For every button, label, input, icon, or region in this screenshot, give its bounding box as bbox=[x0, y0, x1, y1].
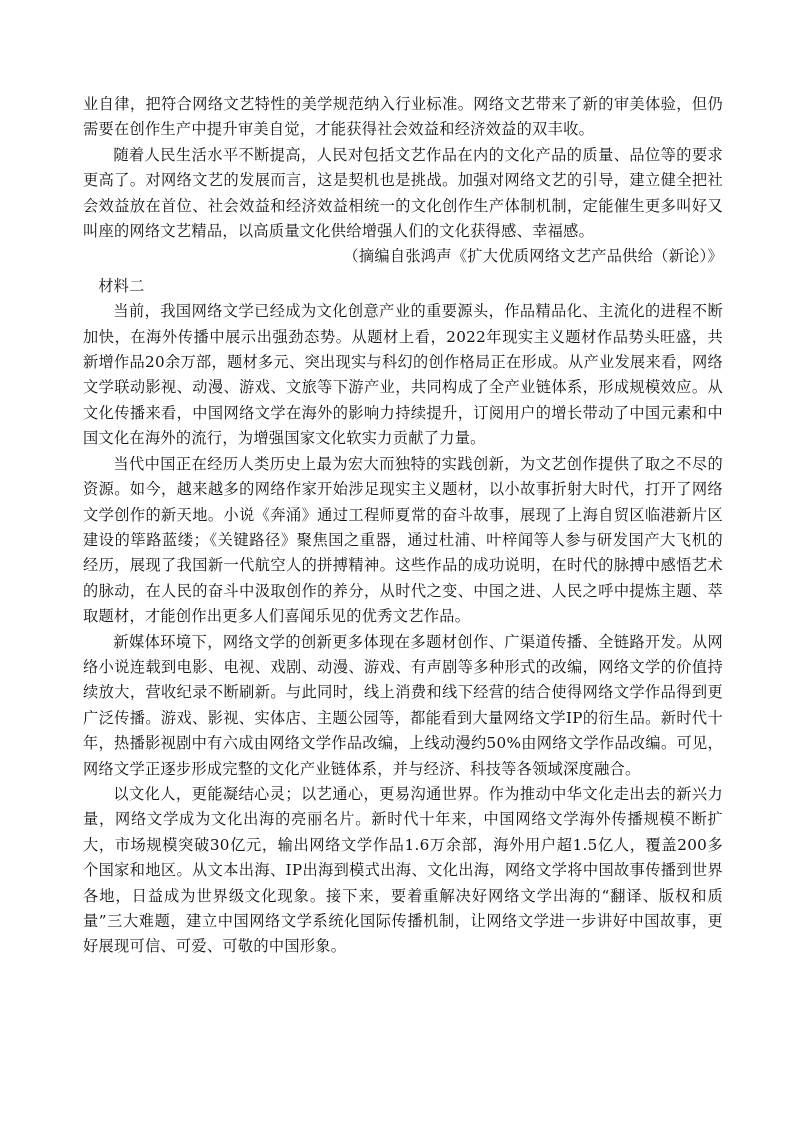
material1-paragraph-2: 随着人民生活水平不断提高，人民对包括文艺作品在内的文化产品的质量、品位等的要求更高了。对网络文艺的发展而言，这是契机也是挑战。加强对网络文艺的引导，建立健全把社会效益放在首位、社会效益和经济效益相统一的文化创作生产体制机制，定能催生更多叫好又叫座的网络文艺精品，以高质量文化供给增强人们的文化获得感、幸福感。 bbox=[83, 145, 723, 241]
material2-paragraph-1: 当前，我国网络文学已经成为文化创意产业的重要源头，作品精品化、主流化的进程不断加快，在海外传播中展示出强劲态势。从题材上看，2022年现实主义题材作品势头旺盛，共新增作品20余万部，题材多元、突出现实与科幻的创作格局正在形成。从产业发展来看，网络文学联动影视、动漫、游戏、文旅等下游产业，共同构成了全产业链体系，形成规模效应。从文化传播来看，中国网络文学在海外的影响力持续提升，订阅用户的增长带动了中国元素和中国文化在海外的流行，为增强国家文化软实力贡献了力量。 bbox=[83, 302, 723, 448]
material2-paragraph-2: 当代中国正在经历人类历史上最为宏大而独特的实践创新，为文艺创作提供了取之不尽的资源。如今，越来越多的网络作家开始涉足现实主义题材，以小故事折射大时代，打开了网络文学创作的新天地。小说《奔涌》通过工程师夏常的奋斗故事，展现了上海自贸区临港新片区建设的筚路蓝缕；《关键路径》聚焦国之重器，通过杜浦、叶梓闻等人参与研发国产大飞机的经历，展现了我国新一代航空人的拼搏精神。这些作品的成功说明，在时代的脉搏中感悟艺术的脉动，在人民的奋斗中汲取创作的养分，从时代之变、中国之进、人民之呼中提炼主题、萃取题材，才能创作出更多人们喜闻乐见的优秀文艺作品。 bbox=[83, 454, 723, 626]
material2-paragraph-4: 以文化人，更能凝结心灵；以艺通心，更易沟通世界。作为推动中华文化走出去的新兴力量，网络文学成为文化出海的亮丽名片。新时代十年来，中国网络文学海外传播规模不断扩大，市场规模突破30亿元，输出网络文学作品1.6万余部，海外用户超1.5亿人，覆盖200多个国家和地区。从文本出海、IP出海到模式出海、文化出海，网络文学将中国故事传播到世界各地，日益成为世界级文化现象。接下来，要着重解决好网络文学出海的“翻译、版权和质量”三大难题，建立中国网络文学系统化国际传播机制，让网络文学进一步讲好中国故事，更好展现可信、可爱、可敬的中国形象。 bbox=[83, 784, 723, 956]
material2-paragraph-3: 新媒体环境下，网络文学的创新更多体现在多题材创作、广渠道传播、全链路开发。从网络小说连载到电影、电视、戏剧、动漫、游戏、有声剧等多种形式的改编，网络文学的价值持续放大，营收纪录不断刷新。与此同时，线上消费和线下经营的结合使得网络文学作品得到更广泛传播。游戏、影视、实体店、主题公园等，都能看到大量网络文学IP的衍生品。新时代十年，热播影视剧中有六成由网络文学作品改编，上线动漫约50%由网络文学作品改编。可见，网络文学正逐步形成完整的文化产业链体系，并与经济、科技等各领域深度融合。 bbox=[83, 632, 723, 778]
material1-paragraph-continuation: 业自律，把符合网络文艺特性的美学规范纳入行业标准。网络文艺带来了新的审美体验，但仍需要在创作生产中提升审美自觉，才能获得社会效益和经济效益的双丰收。 bbox=[83, 95, 723, 139]
material1-source-citation: （摘编自张鸿声《扩大优质网络文艺产品供给（新论）》 bbox=[343, 247, 723, 266]
document-body bbox=[83, 92, 723, 960]
material2-heading: 材料二 bbox=[98, 276, 145, 295]
